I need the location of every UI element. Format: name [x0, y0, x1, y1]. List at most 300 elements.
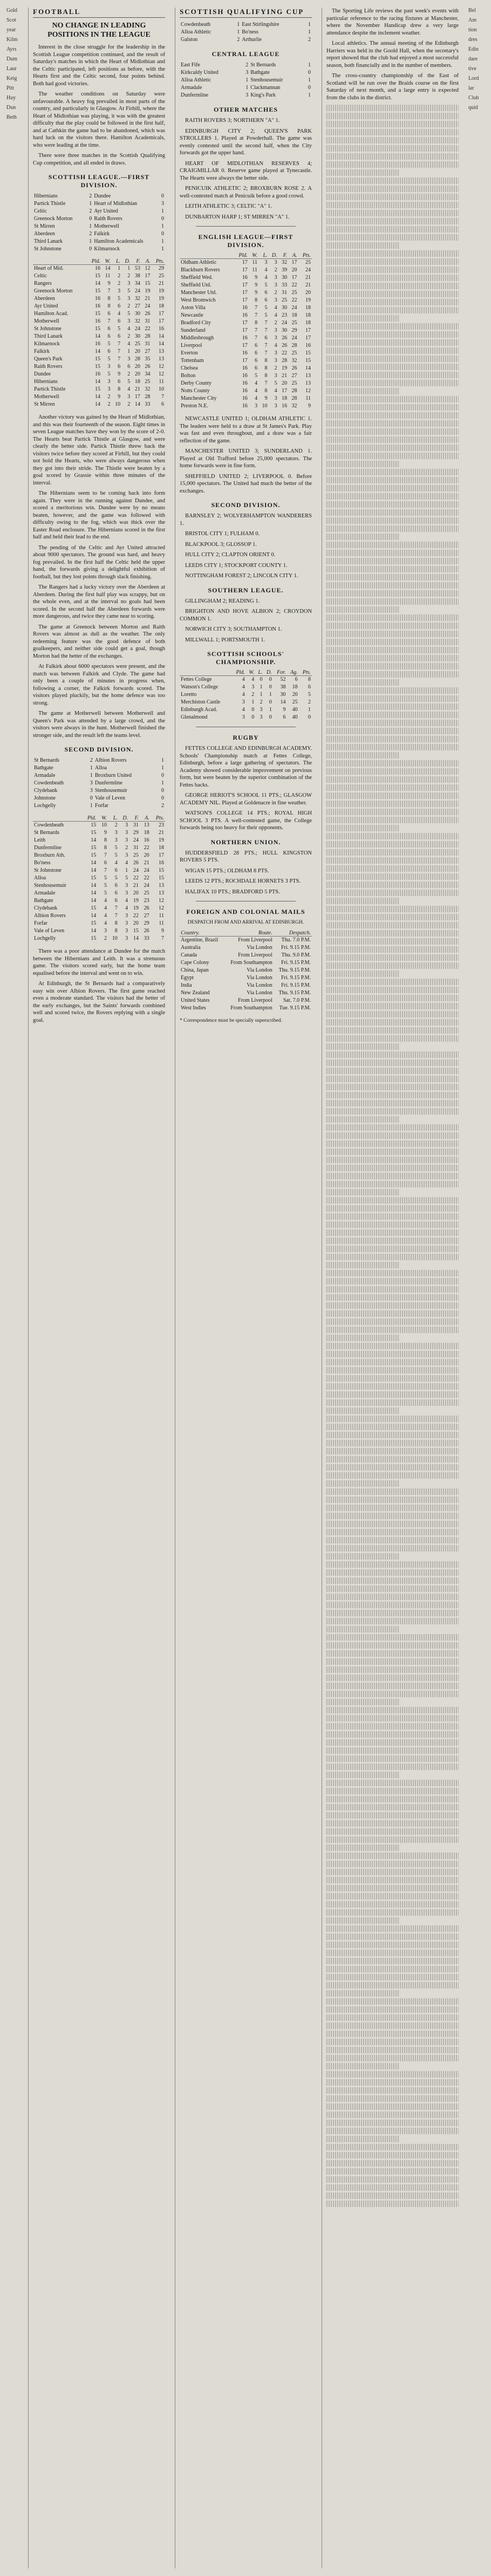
illegible-line — [326, 1529, 459, 1535]
table-cell: Leith — [34, 837, 46, 843]
fixture-cell: 2 — [246, 62, 249, 68]
table-cell: Fri. 9.15 P.M. — [281, 982, 311, 988]
table-cell: 28 — [145, 333, 151, 339]
table-row — [180, 274, 312, 282]
table-cell: 23 — [282, 312, 288, 318]
table-cell: Bradford City — [181, 320, 211, 326]
fixture-cell: Bathgate — [250, 70, 270, 76]
table-cell: 9 — [255, 282, 258, 288]
paragraph: BLACKPOOL 3; GLOSSOP 1. — [185, 541, 257, 548]
column-header — [33, 258, 87, 265]
fixture-cell: Alloa Athletic — [181, 77, 212, 83]
table-cell: 12 — [159, 898, 164, 904]
table-cell: 3 — [125, 822, 128, 828]
paragraph: LEEDS 12 PTS.; ROCHDALE HORNETS 3 PTS. — [185, 878, 301, 884]
table-cell: Rangers — [34, 281, 52, 286]
illegible-line — [326, 1310, 459, 1317]
table-cell: 13 — [159, 349, 164, 354]
fixture-cell: 0 — [308, 70, 311, 76]
table-cell: 25 — [292, 699, 298, 705]
illegible-line — [326, 1051, 459, 1058]
table-cell: 15 — [133, 928, 139, 934]
table-row — [180, 334, 312, 342]
table-cell: 9 — [118, 371, 121, 377]
illegible-line — [326, 1804, 459, 1810]
illegible-line — [326, 736, 459, 742]
table-cell: 7 — [114, 905, 118, 911]
table-cell: 3 — [274, 327, 277, 333]
table-cell: 26 — [291, 365, 297, 371]
table-cell: Kilmarnock — [34, 341, 60, 347]
column-header: Pld. — [234, 252, 249, 259]
table-cell: 20 — [133, 920, 139, 926]
table-cell: Aston Villa — [181, 305, 206, 311]
illegible-line — [326, 2022, 459, 2029]
illegible-line — [326, 954, 459, 961]
table-cell: 1 — [125, 867, 128, 873]
fixture-cell: Aberdeen — [34, 231, 55, 237]
table-cell: 9 — [255, 275, 258, 281]
table-cell: Celtic — [34, 273, 47, 279]
table-cell: Notts County — [181, 388, 210, 394]
table-cell: 6 — [255, 350, 258, 356]
illegible-line — [326, 113, 459, 119]
table-cell: 17 — [242, 343, 248, 349]
fixture-cell: 1 — [237, 29, 240, 35]
table-cell: 2 — [127, 303, 131, 309]
table-cell: 21 — [134, 386, 140, 392]
illegible-line — [326, 1003, 459, 1009]
paragraph: GILLINGHAM 2; READING 1. — [185, 598, 260, 604]
illegible-line — [326, 2079, 459, 2086]
column-header: Pts. — [298, 252, 312, 259]
table-cell: 2 — [107, 401, 111, 407]
fixture-cell: 2 — [308, 37, 311, 43]
second-division-reports — [33, 948, 165, 1024]
table-row — [33, 935, 165, 942]
illegible-line — [326, 1853, 459, 1859]
fixture-cell: Cowdenbeath — [181, 22, 210, 28]
clipped-word: dare — [468, 56, 478, 62]
clipped-word: Lord — [468, 76, 479, 81]
illegible-line — [326, 2168, 459, 2175]
illegible-line — [326, 234, 459, 241]
table-cell: 1 — [269, 707, 272, 713]
illegible-line — [326, 873, 459, 880]
table-cell: 5 — [107, 371, 111, 377]
table-cell: 8 — [107, 303, 111, 309]
table-cell: Queen's Park — [34, 356, 63, 362]
table-cell: 5 — [264, 282, 268, 288]
illegible-line — [326, 1221, 459, 1228]
table-cell: 6 — [255, 365, 258, 371]
illegible-line — [326, 1335, 399, 1341]
illegible-line — [326, 169, 399, 176]
table-cell: 17 — [242, 267, 248, 273]
table-cell: 24 — [305, 267, 311, 273]
table-cell: 19 — [133, 898, 139, 904]
fixture-cell: Dundee — [94, 193, 111, 199]
illegible-line — [326, 1189, 399, 1195]
table-cell: 16 — [144, 837, 149, 843]
paragraph: BARNSLEY 2; WOLVERHAMPTON WANDERERS 1. — [180, 513, 312, 527]
illegible-line — [326, 2184, 459, 2191]
paragraph: NORWICH CITY 3; SOUTHAMPTON 1. — [185, 626, 282, 632]
table-cell: 2 — [127, 333, 131, 339]
illegible-line — [326, 1270, 459, 1276]
illegible-line — [326, 2039, 459, 2045]
paragraph: PENICUIK ATHLETIC 2; BROXBURN ROSE 2. A well-contested match at Penicuik before a good crowd. — [180, 186, 312, 199]
clipped-word: Scot — [6, 17, 16, 23]
illegible-line — [326, 1424, 459, 1430]
section-title: SCOTTISH QUALIFYING CUP — [180, 8, 304, 16]
table-cell: 9 — [161, 928, 164, 934]
fixture-cell: 2 — [89, 208, 92, 214]
fixture-cell: 3 — [90, 788, 93, 794]
fixture-cell: Broxburn United — [94, 773, 132, 778]
table-cell: 21 — [159, 830, 164, 836]
illegible-line — [326, 477, 459, 483]
illegible-line — [326, 1998, 459, 2005]
table-row — [180, 259, 312, 267]
fixture-cell: 1 — [89, 223, 92, 229]
paragraph: There were three matches in the Scottish Qualifying Cup competition, and all ended in draws. — [33, 153, 165, 166]
paragraph: RAITH ROVERS 3; NORTHERN "A" 1. — [185, 118, 280, 124]
table-cell: 0 — [251, 707, 255, 713]
illegible-line — [326, 2006, 459, 2013]
table-cell: Armadale — [34, 890, 56, 896]
table-cell: 6 — [114, 898, 118, 904]
table-row — [180, 936, 312, 944]
table-cell: 10 — [159, 386, 164, 392]
table-cell: 3 — [114, 837, 118, 843]
illegible-line — [326, 226, 459, 233]
southern-league-title: SOUTHERN LEAGUE. — [208, 586, 284, 594]
table-cell: Via London — [247, 944, 272, 951]
illegible-line — [326, 1577, 459, 1584]
illegible-line — [326, 695, 459, 702]
table-cell: 8 — [104, 837, 107, 843]
illegible-line — [326, 250, 459, 257]
table-cell: 30 — [282, 305, 288, 311]
paragraph: DUNBARTON HARP 1; ST MIRREN "A" 1. — [185, 214, 290, 220]
illegible-line — [326, 1254, 459, 1260]
table-cell: 30 — [280, 692, 286, 698]
illegible-line — [326, 2031, 459, 2037]
fixture-row — [33, 757, 165, 764]
fixture-row — [33, 780, 165, 787]
table-cell: 7 — [161, 394, 164, 400]
fixture-cell: 0 — [161, 788, 164, 794]
table-row — [180, 380, 312, 387]
table-cell: 3 — [114, 830, 118, 836]
illegible-line — [326, 404, 459, 411]
table-cell: Manchester Utd. — [181, 290, 217, 296]
table-cell: 4 — [125, 905, 128, 911]
table-cell: 31 — [133, 845, 139, 851]
table-cell: 4 — [104, 920, 107, 926]
fixture-cell: 1 — [246, 85, 249, 91]
table-cell: 4 — [127, 326, 131, 332]
illegible-line — [326, 1586, 459, 1592]
table-cell: 6 — [118, 379, 121, 385]
table-cell: 14 — [91, 837, 97, 843]
illegible-line — [326, 1205, 459, 1212]
fixture-row — [33, 223, 165, 230]
table-cell: 2 — [127, 401, 131, 407]
table-row — [180, 402, 312, 410]
right-column-text — [326, 8, 459, 101]
table-cell: 28 — [145, 394, 151, 400]
illegible-line — [326, 1505, 459, 1511]
table-row — [33, 310, 165, 318]
column-header: Ag. — [287, 669, 298, 676]
table-cell: Cape Colony — [181, 959, 209, 966]
table-cell: 26 — [133, 860, 139, 866]
illegible-line — [326, 1933, 459, 1940]
column-header: W. — [101, 258, 112, 265]
table-cell: 7 — [118, 356, 121, 362]
table-cell: 11 — [305, 395, 311, 401]
table-cell: 31 — [133, 822, 139, 828]
table-cell: 17 — [134, 394, 140, 400]
illegible-line — [326, 2063, 399, 2069]
table-cell: 2 — [274, 365, 277, 371]
table-cell: 2 — [260, 699, 263, 705]
table-row — [180, 974, 312, 982]
illegible-line — [326, 857, 459, 864]
paragraph: At Falkirk about 6000 spectators were present, and the match was between Falkirk and Clyde. The game had only been a couple of minutes in progress when, following a corner, the Falkirk forwards scored. The visitors played pluckily, but the home defence was too strong. — [33, 664, 165, 706]
table-cell: 32 — [282, 259, 288, 265]
illegible-line — [326, 1772, 399, 1778]
illegible-line — [326, 801, 459, 807]
table-cell: West Indies — [181, 1005, 206, 1011]
table-cell: 5 — [107, 356, 111, 362]
fixture-cell: Motherwell — [94, 223, 119, 229]
table-cell: Alloa — [34, 875, 46, 881]
table-cell: 4 — [127, 386, 131, 392]
table-cell: 4 — [255, 388, 258, 394]
illegible-line — [326, 2152, 459, 2158]
illegible-line — [326, 1294, 459, 1301]
clipped-word: year — [6, 27, 16, 33]
table-cell: 3 — [125, 920, 128, 926]
illegible-line — [326, 752, 399, 759]
illegible-line — [326, 291, 459, 297]
table-cell: 15 — [94, 326, 100, 332]
fixture-cell: 1 — [161, 765, 164, 771]
article-body — [33, 44, 165, 167]
table-cell: Tue. 9.15 P.M. — [279, 1005, 311, 1011]
table-cell: Via London — [247, 982, 272, 988]
table-cell: Sheffield Utd. — [181, 282, 212, 288]
illegible-line — [326, 1666, 459, 1673]
table-cell: 3 — [255, 403, 258, 409]
table-cell: 19 — [145, 288, 151, 294]
fixture-cell: 3 — [246, 92, 249, 98]
illegible-line — [326, 1561, 459, 1568]
column-header: L. — [108, 815, 119, 822]
table-cell: China, Japan — [181, 967, 209, 973]
illegible-line — [326, 1043, 399, 1050]
table-cell: 22 — [133, 913, 139, 919]
illegible-line — [326, 1149, 459, 1155]
table-cell: 11 — [159, 913, 164, 919]
table-cell: Partick Thistle — [34, 386, 66, 392]
rugby-title: RUGBY — [233, 734, 259, 741]
central-league-results — [180, 62, 312, 99]
table-cell: 5 — [274, 380, 277, 386]
paragraph: The pending of the Celtic and Ayr United attracted about 9000 spectators. The ground was hard, and heavy fog prevailed. In the first half the Celtic held the upper hand, the forwards giving a delightful exhibition of football, but they lost points through slack finishing. — [33, 544, 165, 580]
illegible-line — [326, 1942, 459, 1948]
column-header: D. — [263, 669, 272, 676]
table-cell: Thu. 9.15 P.M. — [278, 967, 311, 973]
table-cell: 22 — [291, 282, 297, 288]
illegible-line — [326, 946, 459, 953]
mails-note: * Correspondence must be specially superscribed. — [180, 1017, 282, 1023]
table-header-row — [33, 815, 165, 822]
table-cell: 16 — [242, 403, 248, 409]
table-cell: 6 — [118, 333, 121, 339]
table-cell: 0 — [269, 714, 272, 720]
table-cell: 26 — [145, 364, 151, 370]
fixture-cell: 0 — [161, 193, 164, 199]
table-cell: Egypt — [181, 974, 194, 981]
fixture-cell: 0 — [89, 216, 92, 222]
table-cell: 14 — [94, 379, 100, 385]
table-cell: 16 — [94, 341, 100, 347]
table-cell: 17 — [291, 259, 297, 265]
illegible-line — [326, 2176, 459, 2183]
table-cell: 15 — [91, 822, 97, 828]
illegible-line — [326, 1448, 459, 1454]
table-cell: 25 — [291, 320, 297, 326]
illegible-line — [326, 1699, 399, 1705]
table-cell: 5 — [114, 852, 118, 858]
illegible-line — [326, 534, 399, 540]
illegible-line — [326, 1035, 459, 1042]
illegible-line — [326, 493, 459, 500]
table-row — [33, 371, 165, 378]
table-cell: 3 — [125, 837, 128, 843]
table-cell: 30 — [134, 333, 140, 339]
fixture-cell: 0 — [89, 246, 92, 252]
table-cell: 1 — [269, 692, 272, 698]
table-cell: 15 — [94, 311, 100, 317]
fixture-cell: Armadale — [181, 85, 202, 91]
table-cell: 14 — [133, 935, 139, 941]
table-row — [33, 822, 165, 830]
table-cell: 4 — [274, 312, 277, 318]
column-header: D. — [121, 258, 131, 265]
table-cell: 18 — [305, 312, 311, 318]
illegible-line — [326, 1165, 459, 1171]
table-cell: 52 — [280, 677, 286, 682]
table-cell: 24 — [133, 837, 139, 843]
table-cell: 5 — [264, 312, 268, 318]
clipped-word: Gold — [6, 8, 17, 13]
paragraph: HALIFAX 10 PTS.; BRADFORD 5 PTS. — [185, 889, 280, 895]
table-cell: 24 — [144, 867, 149, 873]
table-cell: 26 — [144, 905, 149, 911]
illegible-line — [326, 323, 459, 330]
table-cell: 3 — [107, 379, 111, 385]
illegible-line — [326, 768, 459, 775]
table-cell: 16 — [242, 388, 248, 394]
table-cell: Edinburgh Acad. — [181, 707, 217, 713]
table-cell: 3 — [107, 386, 111, 392]
illegible-line — [326, 1901, 459, 1908]
paragraph: At Edinburgh, the St Bernards had a comparatively easy win over Albion Rovers. The first game reached even a moderate standard. The visitors had the better of the early exchanges, but the Saints' forwards combined well and scored twice, the Rovers replying with a single goal. — [33, 981, 165, 1023]
illegible-line — [326, 639, 459, 645]
table-cell: 7 — [107, 288, 111, 294]
table-cell: 7 — [118, 341, 121, 347]
table-cell: 4 — [255, 395, 258, 401]
table-cell: 3 — [264, 259, 268, 265]
table-cell: 7 — [255, 327, 258, 333]
table-cell: Thu. 9.0 P.M. — [281, 952, 311, 958]
fixture-cell: 1 — [308, 77, 311, 83]
table-cell: Newcastle — [181, 312, 203, 318]
table-cell: 27 — [144, 913, 149, 919]
table-cell: 20 — [134, 364, 140, 370]
table-cell: 3 — [274, 350, 277, 356]
fixture-row — [180, 29, 312, 36]
section-header — [33, 8, 165, 18]
illegible-line — [326, 315, 399, 322]
table-cell: 9 — [283, 707, 286, 713]
illegible-line — [326, 825, 399, 831]
illegible-line — [326, 760, 459, 767]
illegible-line — [326, 1440, 459, 1446]
illegible-line — [326, 1602, 459, 1608]
table-cell: 7 — [255, 335, 258, 341]
illegible-line — [326, 679, 399, 686]
table-cell: 5 — [118, 326, 121, 332]
table-row — [180, 944, 312, 952]
illegible-line — [326, 299, 459, 305]
table-row — [33, 318, 165, 325]
table-cell: 8 — [264, 388, 268, 394]
table-cell: 2 — [127, 371, 131, 377]
illegible-line — [326, 1658, 459, 1665]
table-cell: Clydebank — [34, 905, 58, 911]
table-cell: Fri. 9.15 P.M. — [281, 959, 311, 966]
table-cell: 20 — [133, 890, 139, 896]
paragraph: MILLWALL 1; PORTSMOUTH 1. — [185, 637, 265, 643]
table-cell: 30 — [282, 275, 288, 281]
table-cell: 34 — [134, 281, 140, 286]
table-cell: 2 — [274, 320, 277, 326]
fixture-cell: 1 — [90, 765, 93, 771]
table-cell: 28 — [134, 356, 140, 362]
illegible-line — [326, 938, 459, 945]
illegible-line — [326, 582, 459, 589]
table-row — [33, 890, 165, 897]
table-row — [33, 897, 165, 905]
fixture-row — [180, 92, 312, 99]
illegible-line — [326, 1246, 459, 1252]
table-cell: 18 — [159, 845, 164, 851]
illegible-line — [326, 412, 459, 419]
fixture-cell: St Johnstone — [34, 246, 62, 252]
illegible-line — [326, 2071, 459, 2078]
table-row — [180, 297, 312, 304]
clipped-word: Keig — [6, 76, 17, 81]
table-cell: 25 — [133, 852, 139, 858]
fixture-cell: 2 — [90, 757, 93, 763]
table-cell: 6 — [255, 343, 258, 349]
